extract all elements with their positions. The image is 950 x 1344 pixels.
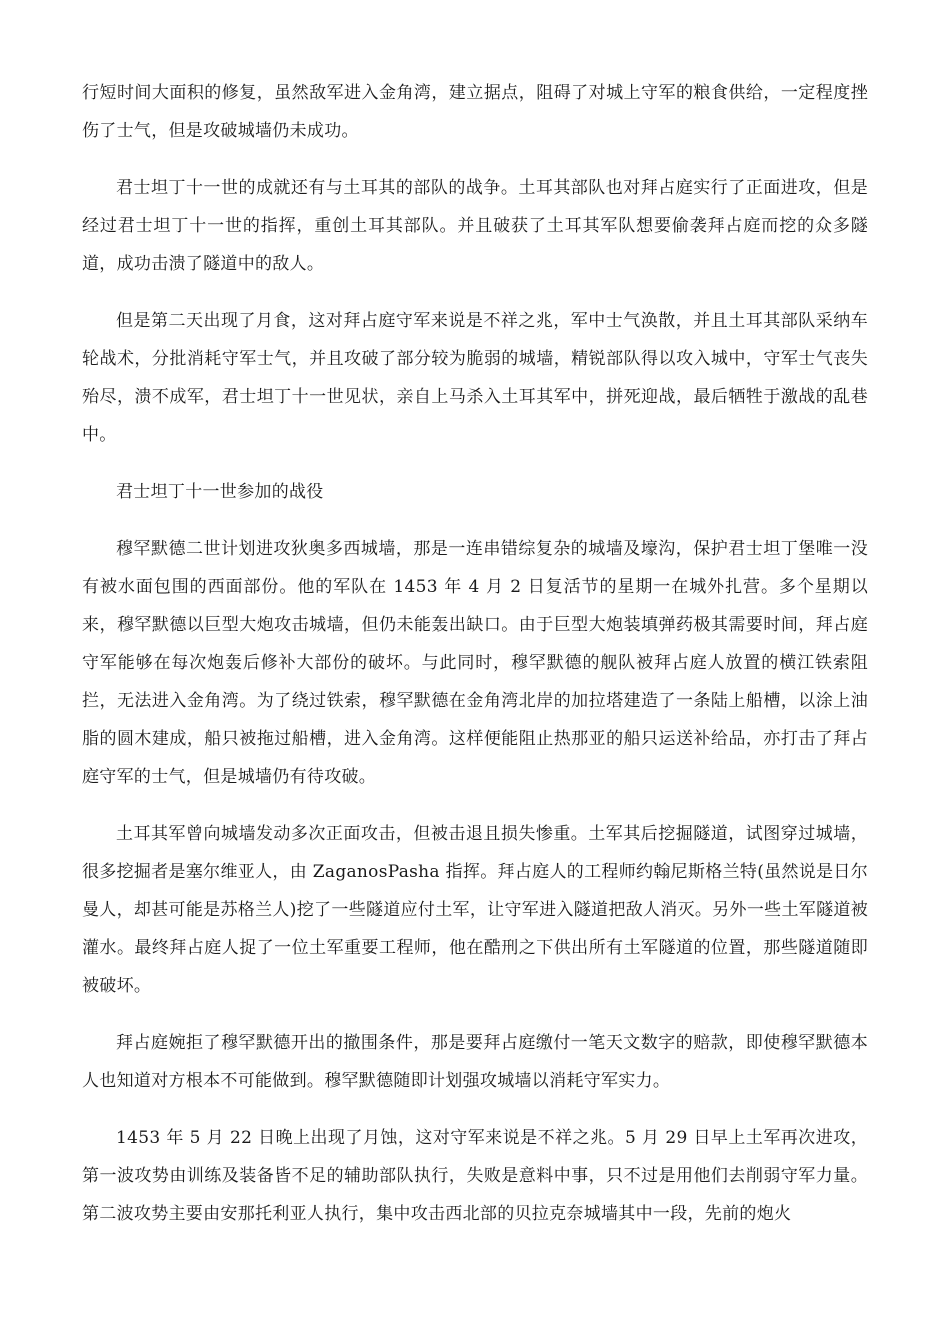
paragraph-continuation: 行短时间大面积的修复，虽然敌军进入金角湾，建立据点，阻碍了对城上守军的粮食供给，一定程度挫伤了士气，但是攻破城墙仍未成功。 <box>82 83 868 141</box>
paragraph-final-assault: 1453 年 5 月 22 日晚上出现了月蚀，这对守军来说是不祥之兆。5 月 29 日早上土军再次进攻，第一波攻势由训练及装备皆不足的辅助部队执行，失败是意料中事，只不过是用他们去削弱守军力量。第二波攻势主要由安那托利亚人执行，集中攻击西北部的贝拉克奈城墙其中一段，先前的炮火 <box>82 1128 868 1224</box>
paragraph-lunar-eclipse-fall: 但是第二天出现了月食，这对拜占庭守军来说是不祥之兆，军中士气涣散，并且土耳其部队采纳车轮战术，分批消耗守军士气，并且攻破了部分较为脆弱的城墙，精锐部队得以攻入城中，守军士气丧失殆尽，溃不成军，君士坦丁十一世见状，亲自上马杀入土耳其军中，拼死迎战，最后牺牲于激战的乱巷中。 <box>82 311 868 445</box>
document-page <box>82 74 868 1252</box>
section-heading-battles: 君士坦丁十一世参加的战役 <box>116 482 324 502</box>
paragraph-siege-terms: 拜占庭婉拒了穆罕默德开出的撤围条件，那是要拜占庭缴付一笔天文数字的赔款，即使穆罕默德本人也知道对方根本不可能做到。穆罕默德随即计划强攻城墙以消耗守军实力。 <box>82 1033 868 1091</box>
paragraph-war-with-turks: 君士坦丁十一世的成就还有与土耳其的部队的战争。土耳其部队也对拜占庭实行了正面进攻，但是经过君士坦丁十一世的指挥，重创土耳其部队。并且破获了土耳其军队想要偷袭拜占庭而挖的众多隧道，成功击溃了隧道中的敌人。 <box>82 178 868 274</box>
paragraph-theodosian-walls: 穆罕默德二世计划进攻狄奥多西城墙，那是一连串错综复杂的城墙及壕沟，保护君士坦丁堡唯一没有被水面包围的西面部份。他的军队在 1453 年 4 月 2 日复活节的星期一在城外扎营。多个星期以来，穆罕默德以巨型大炮攻击城墙，但仍未能轰出缺口。由于巨型大炮装填弹药极其需要时间，拜占庭守军能够在每次炮轰后修补大部份的破坏。与此同时，穆罕默德的舰队被拜占庭人放置的横江铁索阻拦，无法进入金角湾。为了绕过铁索，穆罕默德在金角湾北岸的加拉塔建造了一条陆上船槽，以涂上油脂的圆木建成，船只被拖过船槽，进入金角湾。这样便能阻止热那亚的船只运送补给品，亦打击了拜占庭守军的士气，但是城墙仍有待攻破。 <box>82 539 868 787</box>
paragraph-tunnels: 土耳其军曾向城墙发动多次正面攻击，但被击退且损失惨重。土军其后挖掘隧道，试图穿过城墙，很多挖掘者是塞尔维亚人，由 ZaganosPasha 指挥。拜占庭人的工程师约翰尼斯格兰特(虽然说是日尔曼人，却甚可能是苏格兰人)挖了一些隧道应付土军，让守军进入隧道把敌人消灭。另外一些土军隧道被灌水。最终拜占庭人捉了一位土军重要工程师，他在酷刑之下供出所有土军隧道的位置，那些隧道随即被破坏。 <box>82 824 868 996</box>
